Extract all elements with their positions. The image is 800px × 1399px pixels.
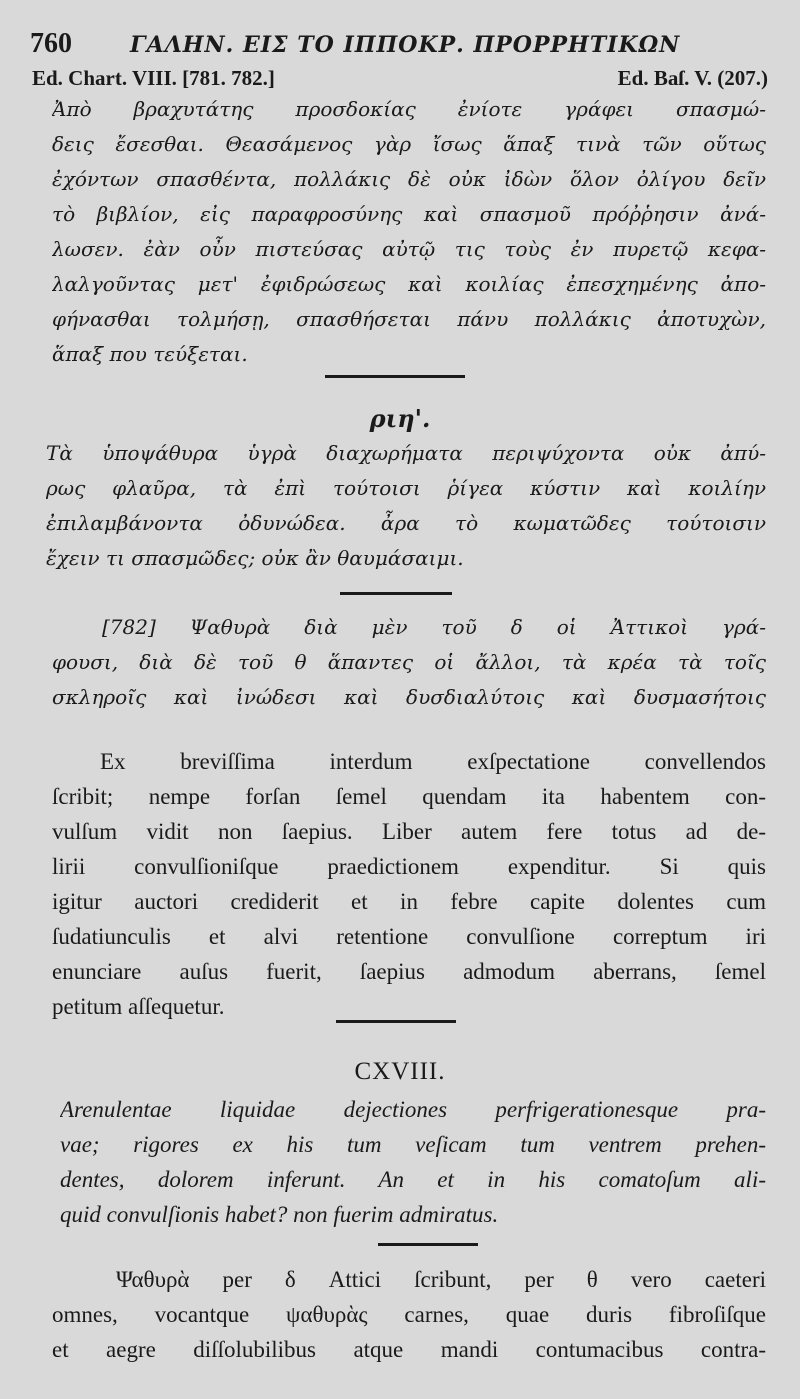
text-line: enunciare auſus fuerit, ſaepius admodum aberrans, ſemel (52, 959, 766, 984)
running-head (30, 28, 768, 64)
edition-line (32, 66, 768, 92)
text-line: ἐχόντων σπασθέντα, πολλάκις δὲ οὐκ ἰδὼν ὅλον ὀλίγου δεῖν (52, 167, 766, 191)
text-line: ἅπαξ που τεύξεται. (52, 342, 248, 366)
text-line: vulſum vidit non ſaepius. Liber autem fere totus ad de- (52, 819, 766, 844)
greek-section-number: ριη'. (369, 404, 431, 433)
text-line: ſcribit; nempe forſan ſemel quendam ita habentem con- (52, 784, 766, 809)
edition-chartier: Ed. Chart. VIII. [781. 782.] (32, 66, 275, 90)
text-line: φουσι, διὰ δὲ τοῦ θ ἅπαντες οἱ ἄλλοι, τὰ κρέα τὰ τοῖς (52, 650, 766, 674)
text-line: igitur auctori crediderit et in febre capite dolentes cum (52, 889, 766, 914)
text-line: δεις ἔσεσθαι. Θεασάμενος γὰρ ἴσως ἅπαξ τινὰ τῶν οὕτως (52, 132, 766, 156)
text-line: Ex breviſſima interdum exſpectatione convellendos (100, 749, 766, 774)
text-line: ἔχειν τι σπασμῶδες; οὐκ ἂν θαυμάσαιμι. (46, 546, 464, 570)
latin-commentary (52, 744, 766, 1024)
text-line: petitum aſſequetur. (52, 994, 225, 1019)
greek-note (52, 610, 766, 715)
page-number: 760 (30, 28, 72, 59)
text-line: omnes, vocantque ψαθυρὰς carnes, quae duris fibroſiſque (52, 1302, 766, 1327)
text-line: [782] Ψαθυρὰ διὰ μὲν τοῦ δ οἱ Ἀττικοὶ γρά- (102, 615, 766, 639)
text-line: τὸ βιβλίον, εἰς παραφροσύνης καὶ σπασμοῦ πρόῤῥησιν ἀνά- (52, 202, 766, 226)
latin-note (52, 1262, 766, 1367)
text-line: Arenulentae liquidae dejectiones perfrigerationesque pra- (60, 1097, 766, 1122)
text-line: vae; rigores ex his tum veſicam tum ventrem prehen- (60, 1132, 766, 1157)
greek-aphorism (46, 436, 766, 576)
text-line: dentes, dolorem inferunt. An et in his comatoſum ali- (60, 1167, 766, 1192)
text-line: ρως φλαῦρα, τὰ ἐπὶ τούτοισι ῥίγεα κύστιν καὶ κοιλίην (46, 476, 766, 500)
text-line: ſudatiunculis et alvi retentione convulſione correptum iri (52, 924, 766, 949)
text-line: Ἀπὸ βραχυτάτης προσδοκίας ἐνίοτε γράφει σπασμώ- (52, 97, 766, 121)
text-line: λαλγοῦντας μετ' ἐφιδρώσεως καὶ κοιλίας ἐπεσχημένης ἀπο- (52, 272, 766, 296)
running-title: ΓΑΛΗΝ. ΕΙΣ ΤΟ ΙΠΠΟΚΡ. ΠΡΟΡΡΗΤΙΚΩΝ (130, 32, 681, 58)
text-line: ἐπιλαμβάνοντα ὀδυνώδεα. ἆρα τὸ κωματῶδες τούτοισιν (46, 511, 766, 535)
text-line: et aegre diſſolubilibus atque mandi contumacibus contra- (52, 1337, 766, 1362)
text-line: λωσεν. ἐὰν οὖν πιστεύσας αὐτῷ τις τοὺς ἐν πυρετῷ κεφα- (52, 237, 766, 261)
section-divider (325, 375, 465, 378)
latin-aphorism (60, 1092, 766, 1232)
section-divider (340, 592, 452, 595)
latin-section-number: CXVIII. (354, 1058, 446, 1085)
text-line: φήνασθαι τολμήσῃ, σπασθήσεται πάνυ πολλάκις ἀποτυχὼν, (52, 307, 766, 331)
text-line: Τὰ ὑποψάθυρα ὑγρὰ διαχωρήματα περιψύχοντα οὐκ ἀπύ- (46, 441, 766, 465)
greek-commentary (52, 92, 766, 372)
text-line: Ψαθυρὰ per δ Attici ſcribunt, per θ vero caeteri (116, 1267, 766, 1292)
section-divider (378, 1243, 478, 1246)
text-line: lirii convulſioniſque praedictionem expenditur. Si quis (52, 854, 766, 879)
text-line: quid convulſionis habet? non fuerim admiratus. (60, 1202, 499, 1227)
text-line: σκληροῖς καὶ ἰνώδεσι καὶ δυσδιαλύτοις καὶ δυσμασήτοις (52, 685, 766, 709)
section-divider (336, 1020, 456, 1023)
edition-basel: Ed. Baſ. V. (207.) (617, 66, 768, 90)
